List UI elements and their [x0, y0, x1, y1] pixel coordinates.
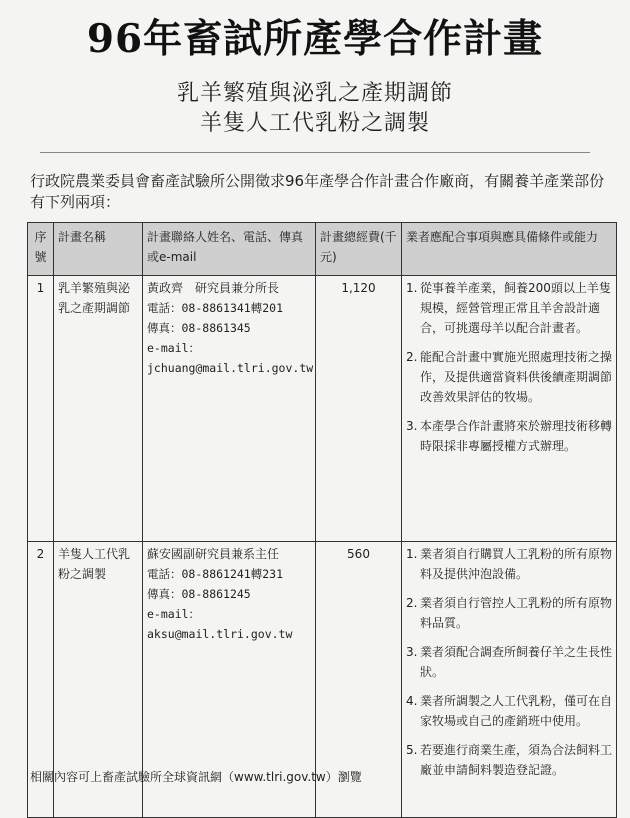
row-num: 1 — [28, 276, 54, 542]
contact-email[interactable]: jchuang@mail.tlri.gov.tw — [147, 361, 314, 375]
table-row — [28, 276, 617, 542]
subtitle-project-2: 羊隻人工代乳粉之調製 — [199, 111, 430, 136]
subtitle-project-1: 乳羊繁殖與泌乳之產期調節 — [176, 81, 453, 106]
list-item: 5. 若要進行商業生產，須為合法飼料工廠並申請飼料製造登記證。 — [406, 743, 613, 777]
row-requirements — [402, 542, 617, 818]
list-item: 2. 業者須自行管控人工乳粉的所有原物料品質。 — [406, 596, 613, 630]
header-requirements: 業者應配合事項與應具備條件或能力 — [402, 223, 617, 276]
divider — [40, 152, 590, 153]
list-item: 3. 業者須配合調查所飼養仔羊之生長性狀。 — [406, 645, 613, 679]
contact-phone: 電話：08-8861241轉231 — [147, 567, 284, 581]
row-budget: 1,120 — [316, 276, 402, 542]
row-budget: 560 — [316, 542, 402, 818]
intro-paragraph: 行政院農業委員會畜產試驗所公開徵求96年產學合作計畫合作廠商，有關養羊產業部份有下列兩項： — [30, 172, 605, 211]
contact-fax: 傳真：08-8861245 — [147, 587, 251, 601]
row-contact — [143, 276, 316, 542]
header-budget: 計畫總經費(千元) — [316, 223, 402, 276]
row-requirements — [402, 276, 617, 542]
table-header-row — [28, 223, 617, 276]
header-num: 序號 — [28, 223, 54, 276]
list-item: 1. 從事養羊產業，飼養200頭以上羊隻規模，經營管理正常且羊舍設計適合，可挑選母羊以配合計畫者。 — [406, 281, 611, 335]
footer-note: 相關內容可上畜產試驗所全球資訊網（www.tlri.gov.tw）瀏覽 — [30, 770, 362, 784]
list-item: 4. 業者所調製之人工代乳粉，僅可在自家牧場或自己的產銷班中使用。 — [406, 694, 613, 728]
contact-fax: 傳真：08-8861345 — [147, 321, 251, 335]
contact-phone: 電話：08-8861341轉201 — [147, 301, 284, 315]
header-name: 計畫名稱 — [54, 223, 143, 276]
contact-person: 蘇安國副研究員兼系主任 — [147, 547, 280, 561]
contact-email-label: e-mail： — [147, 341, 201, 355]
list-item: 3. 本產學合作計畫將來於辦理技術移轉時限採非專屬授權方式辦理。 — [406, 419, 613, 453]
row-project-name: 乳羊繁殖與泌乳之產期調節 — [54, 276, 143, 542]
list-item: 2. 能配合計畫中實施光照處理技術之操作，及提供適當資料供後續產期調節改善效果評估的牧場。 — [406, 350, 613, 404]
row-num: 2 — [28, 542, 54, 818]
row-project-name: 羊隻人工代乳粉之調製 — [54, 542, 143, 818]
projects-table — [27, 222, 617, 818]
contact-email[interactable]: aksu@mail.tlri.gov.tw — [147, 627, 293, 641]
header-contact: 計畫聯絡人姓名、電話、傳真或e-mail — [143, 223, 316, 276]
contact-person: 黃政齊 研究員兼分所長 — [147, 281, 280, 295]
contact-email-label: e-mail： — [147, 607, 201, 621]
list-item: 1. 業者須自行購買人工乳粉的所有原物料及提供沖泡設備。 — [406, 547, 613, 581]
page-title: 96年畜試所產學合作計畫 — [86, 16, 544, 62]
